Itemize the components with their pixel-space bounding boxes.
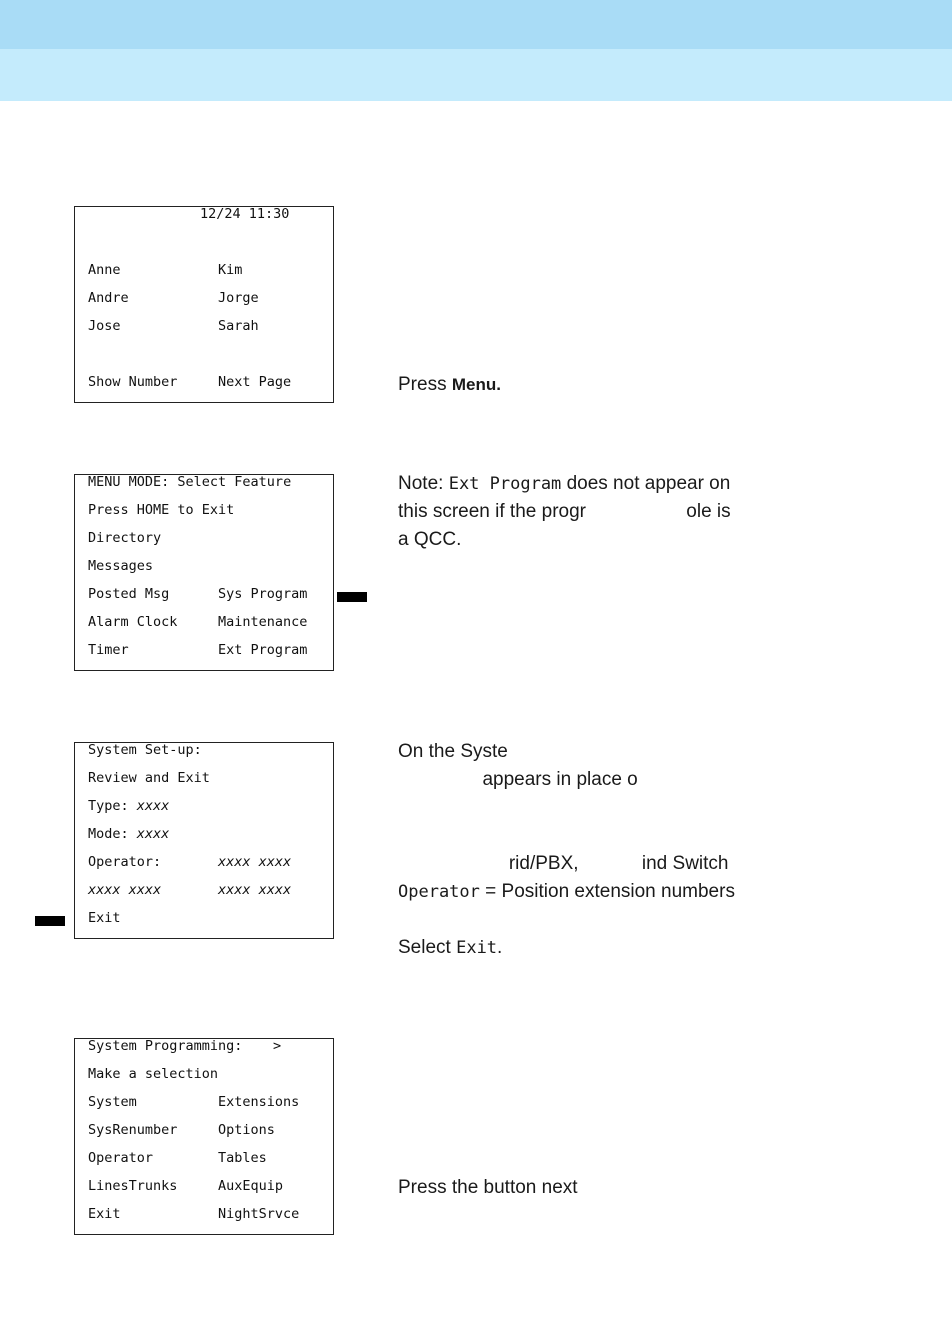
menu-item-sys-program[interactable]: Sys Program bbox=[218, 586, 308, 602]
display-screen-system-setup bbox=[74, 742, 334, 939]
setup-text-line: appears in place o bbox=[398, 769, 638, 790]
screen-row bbox=[88, 1204, 327, 1224]
setup-exit-option[interactable]: Exit bbox=[88, 910, 121, 926]
instruction-press-menu: Press Menu. bbox=[398, 374, 501, 395]
screen-datetime: 12/24 11:30 bbox=[200, 206, 290, 222]
screen-title: System Set-up: bbox=[88, 742, 202, 758]
menu-item-directory[interactable]: Directory bbox=[88, 530, 162, 546]
setup-text-line: On the Syste bbox=[398, 741, 508, 762]
menu-item-posted-msg[interactable]: Posted Msg bbox=[88, 586, 170, 602]
setup-text-line: Operator = Position extension numbers bbox=[398, 881, 735, 902]
note-line: a QCC. bbox=[398, 529, 462, 550]
menu-item-messages[interactable]: Messages bbox=[88, 558, 154, 574]
header-band-bottom bbox=[0, 49, 952, 101]
menu-item-extensions[interactable]: Extensions bbox=[218, 1094, 300, 1110]
menu-item-sysrenumber[interactable]: SysRenumber bbox=[88, 1122, 178, 1138]
menu-item-auxequip[interactable]: AuxEquip bbox=[218, 1178, 284, 1194]
screen-title: System Programming: > bbox=[88, 1038, 282, 1054]
menu-item-timer[interactable]: Timer bbox=[88, 642, 129, 658]
menu-item-maintenance[interactable]: Maintenance bbox=[218, 614, 308, 630]
menu-item-nightsrvce[interactable]: NightSrvce bbox=[218, 1206, 300, 1222]
menu-item-alarm-clock[interactable]: Alarm Clock bbox=[88, 614, 178, 630]
setup-operator: Operator: xxxx xxxx bbox=[88, 854, 292, 870]
screen-title: MENU MODE: Select Feature bbox=[88, 474, 292, 490]
screen-row bbox=[88, 1176, 327, 1196]
display-screen-menu-mode bbox=[74, 474, 334, 671]
setup-mode: Mode: xxxx bbox=[88, 826, 170, 842]
menu-item-tables[interactable]: Tables bbox=[218, 1150, 267, 1166]
screen-softkeys bbox=[88, 372, 327, 392]
instruction-press-button: Press the button next bbox=[398, 1177, 578, 1198]
screen-row: Andre Jorge bbox=[88, 290, 259, 306]
selection-marker bbox=[35, 916, 65, 926]
screen-subtitle: Press HOME to Exit bbox=[88, 502, 235, 518]
softkey-next-page[interactable]: Next Page bbox=[218, 374, 292, 390]
screen-row bbox=[88, 1120, 327, 1140]
setup-type: Type: xxxx bbox=[88, 798, 170, 814]
menu-item-options[interactable]: Options bbox=[218, 1122, 275, 1138]
menu-item-operator[interactable]: Operator bbox=[88, 1150, 154, 1166]
setup-text-line: rid/PBX, ind Switch bbox=[398, 853, 729, 874]
note-line: Note: Ext Program does not appear on bbox=[398, 473, 731, 494]
menu-item-system[interactable]: System bbox=[88, 1094, 137, 1110]
menu-item-exit[interactable]: Exit bbox=[88, 1206, 121, 1222]
screen-row: Jose Sarah bbox=[88, 318, 259, 334]
note-line: this screen if the progr ole is bbox=[398, 501, 731, 522]
screen-subtitle: Make a selection bbox=[88, 1066, 219, 1082]
screen-row: Anne Kim bbox=[88, 262, 243, 278]
menu-item-linestrunks[interactable]: LinesTrunks bbox=[88, 1178, 178, 1194]
screen-row bbox=[88, 584, 327, 604]
screen-subtitle: Review and Exit bbox=[88, 770, 210, 786]
softkey-show-number[interactable]: Show Number bbox=[88, 374, 178, 390]
screen-row bbox=[88, 640, 327, 660]
display-screen-directory bbox=[74, 206, 334, 403]
menu-item-ext-program[interactable]: Ext Program bbox=[218, 642, 308, 658]
instruction-select-exit: Select Exit. bbox=[398, 937, 503, 958]
screen-row bbox=[88, 1092, 327, 1112]
display-screen-system-programming bbox=[74, 1038, 334, 1235]
next-page-arrow[interactable]: > bbox=[273, 1038, 282, 1054]
setup-extensions-row: xxxx xxxx xxxx xxxx bbox=[88, 882, 292, 898]
header-band-top bbox=[0, 0, 952, 49]
screen-row bbox=[88, 612, 327, 632]
selection-marker bbox=[337, 592, 367, 602]
screen-row bbox=[88, 1148, 327, 1168]
